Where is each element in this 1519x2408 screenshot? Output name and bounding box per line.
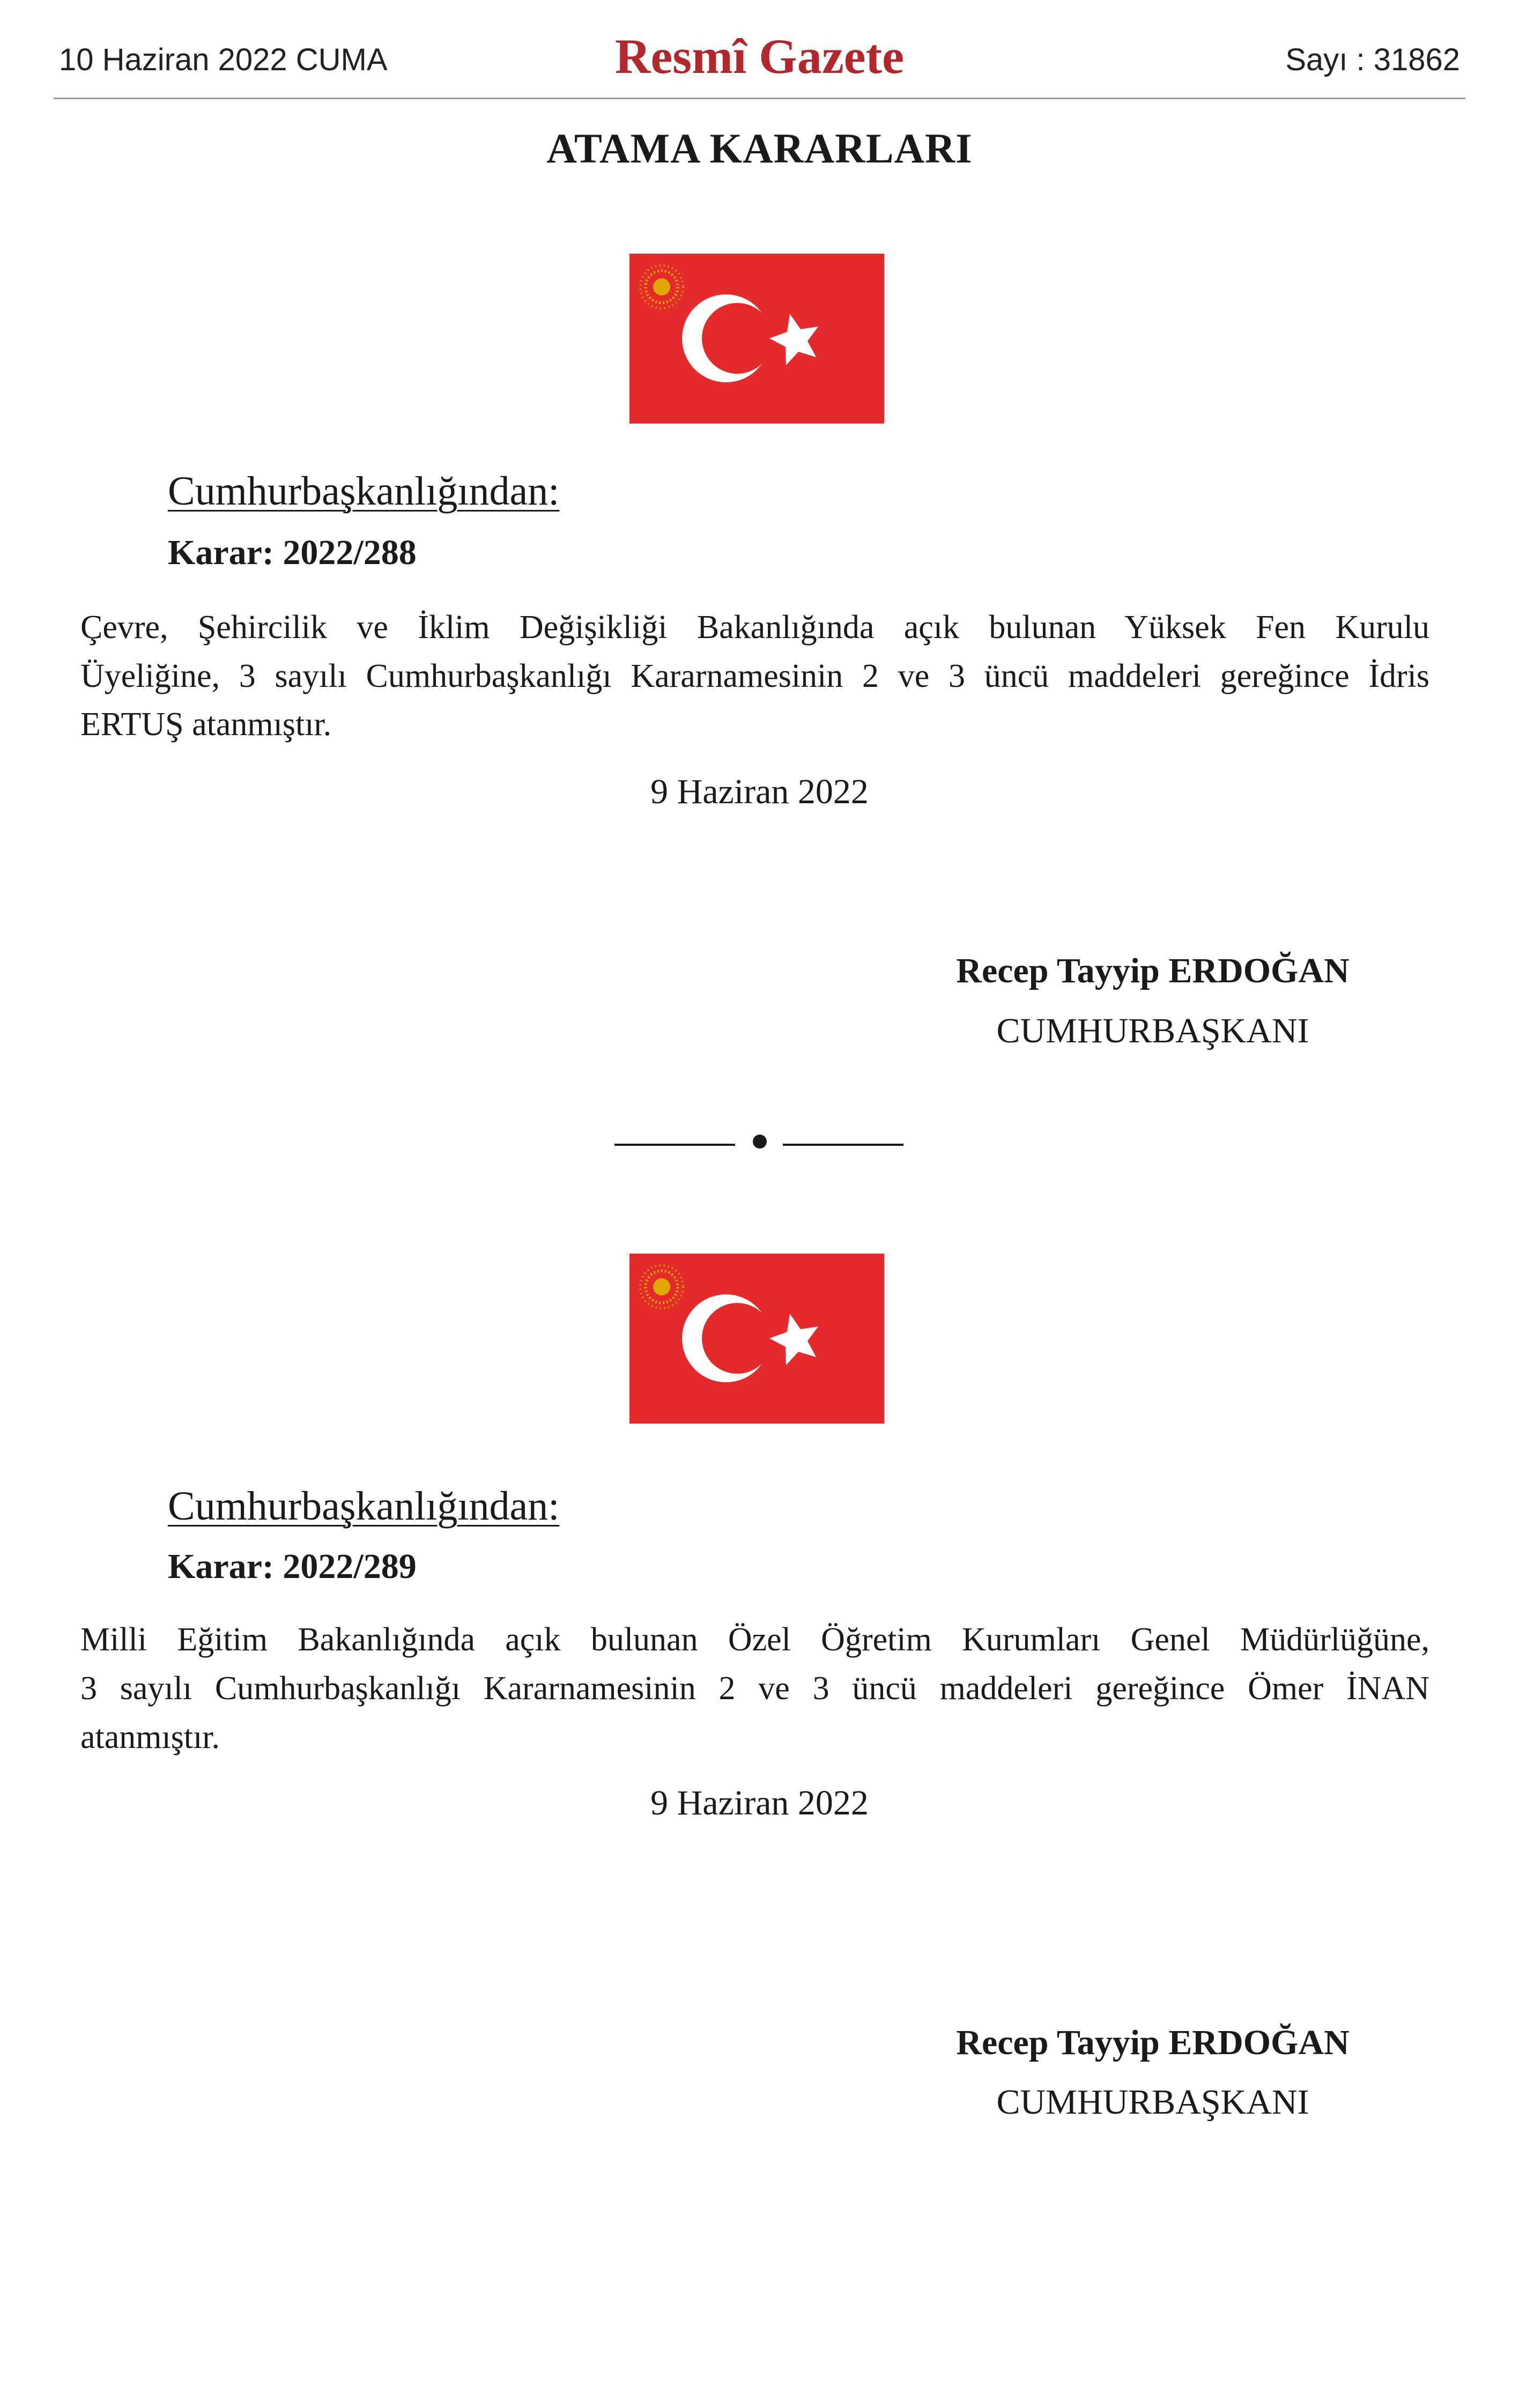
section-title: ATAMA KARARLARI bbox=[546, 125, 973, 172]
decree-number: Karar: 2022/289 bbox=[168, 1547, 417, 1586]
decree-body-line: 3 sayılı Cumhurbaşkanlığı Kararnamesinin 2 ve 3 üncü maddeleri gereğince Ömer İNAN bbox=[80, 1670, 1429, 1707]
decree-body-line: Üyeliğine, 3 sayılı Cumhurbaşkanlığı Kararnamesinin 2 ve 3 üncü maddeleri gereğince İdris bbox=[80, 658, 1429, 694]
signatory-title: CUMHURBAŞKANI bbox=[996, 2083, 1309, 2122]
separator-dot-icon bbox=[753, 1135, 767, 1149]
decree-body-line: Milli Eğitim Bakanlığında açık bulunan Özel Öğretim Kurumları Genel Müdürlüğüne, bbox=[80, 1621, 1429, 1658]
decree-body-line: atanmıştır. bbox=[80, 1719, 220, 1755]
decree-issuer: Cumhurbaşkanlığından: bbox=[168, 1484, 560, 1529]
separator-line-left bbox=[614, 1144, 735, 1146]
decree-date: 9 Haziran 2022 bbox=[650, 772, 869, 811]
decree-issuer: Cumhurbaşkanlığından: bbox=[168, 469, 560, 514]
signatory-name: Recep Tayyip ERDOĞAN bbox=[956, 951, 1350, 990]
decree-date: 9 Haziran 2022 bbox=[650, 1783, 869, 1822]
turkish-flag-icon bbox=[629, 254, 884, 424]
header-date: 10 Haziran 2022 CUMA bbox=[59, 42, 388, 77]
gazette-title: Resmî Gazete bbox=[615, 29, 904, 84]
separator-line-right bbox=[783, 1144, 903, 1146]
turkish-flag-icon bbox=[629, 1254, 884, 1424]
decree-number: Karar: 2022/288 bbox=[168, 533, 417, 572]
header-divider bbox=[54, 98, 1465, 99]
signatory-title: CUMHURBAŞKANI bbox=[996, 1011, 1309, 1050]
decree-body-line: Çevre, Şehircilik ve İklim Değişikliği Bakanlığında açık bulunan Yüksek Fen Kurulu bbox=[80, 609, 1429, 646]
header-issue-number: Sayı : 31862 bbox=[1285, 42, 1460, 77]
signatory-name: Recep Tayyip ERDOĞAN bbox=[956, 2023, 1350, 2062]
decree-body-line: ERTUŞ atanmıştır. bbox=[80, 706, 332, 743]
